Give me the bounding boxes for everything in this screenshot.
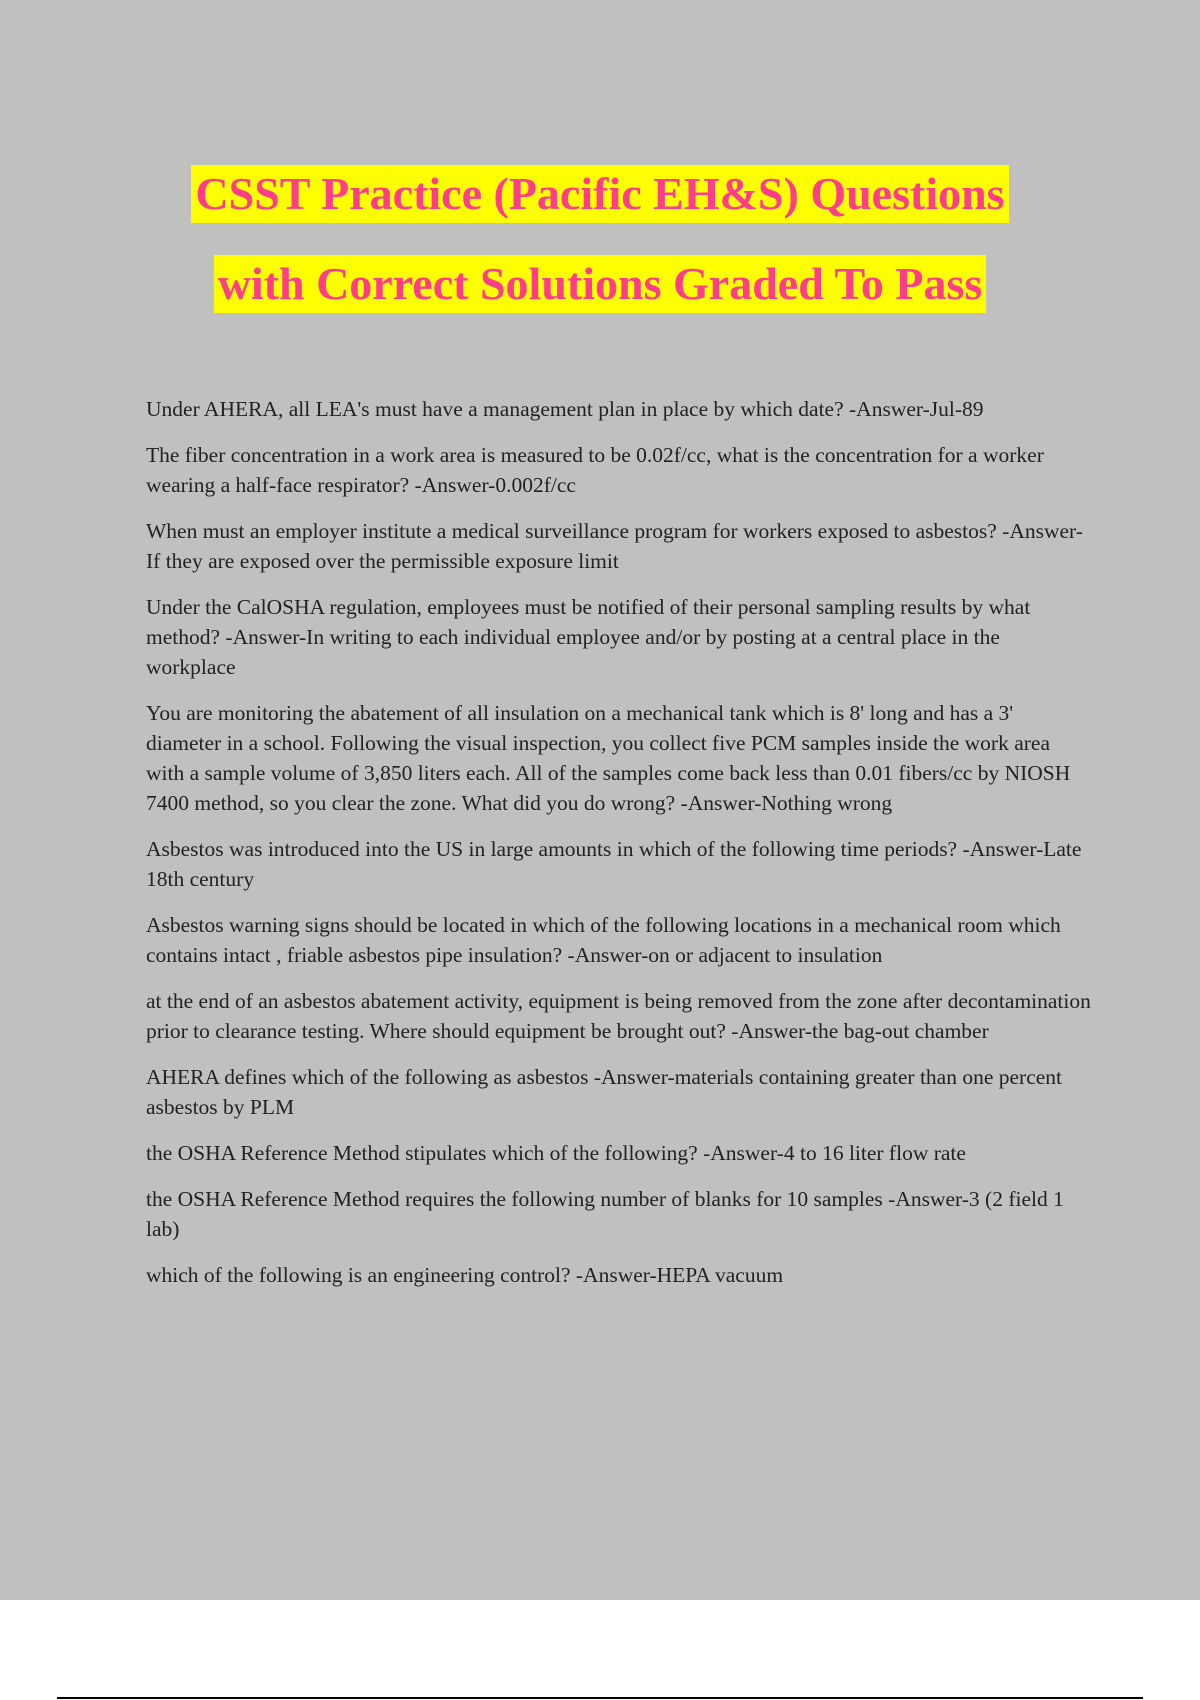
question-answer-list	[146, 394, 1091, 1306]
qa-item: Under the CalOSHA regulation, employees must be notified of their personal sampling results by what method? -Answer-In writing to each individual employee and/or by posting at a central place in the workplace	[146, 595, 1031, 679]
qa-item: AHERA defines which of the following as asbestos -Answer-materials containing greater than one percent asbestos by PLM	[146, 1065, 1063, 1119]
qa-item: Asbestos warning signs should be located in which of the following locations in a mechanical room which contains intact , friable asbestos pipe insulation? -Answer-on or adjacent to insulation	[146, 913, 1061, 967]
qa-item: Asbestos was introduced into the US in large amounts in which of the following time periods? -Answer-Late 18th century	[146, 837, 1082, 891]
qa-item: the OSHA Reference Method stipulates which of the following? -Answer-4 to 16 liter flow rate	[146, 1141, 966, 1165]
qa-item: at the end of an asbestos abatement activity, equipment is being removed from the zone after decontamination prior to clearance testing. Where should equipment be brought out? -Answer-the bag-out chamber	[146, 989, 1091, 1043]
title-line-1: CSST Practice (Pacific EH&S) Questions	[191, 165, 1008, 223]
document-title	[0, 165, 1200, 313]
qa-item: The fiber concentration in a work area is measured to be 0.02f/cc, what is the concentration for a worker wearing a half-face respirator? -Answer-0.002f/cc	[146, 443, 1044, 497]
qa-item: Under AHERA, all LEA's must have a management plan in place by which date? -Answer-Jul-89	[146, 397, 984, 421]
qa-item: You are monitoring the abatement of all insulation on a mechanical tank which is 8' long and has a 3' diameter in a school. Following the visual inspection, you collect five PCM samples inside the work area with a sample volume of 3,850 liters each. All of the samples come back less than 0.01 fibers/cc by NIOSH 7400 method, so you clear the zone. What did you do wrong? -Answer-Nothing wrong	[146, 701, 1071, 815]
qa-item: the OSHA Reference Method requires the following number of blanks for 10 samples -Answer-3 (2 field 1 lab)	[146, 1187, 1064, 1241]
footer-divider	[57, 1697, 1143, 1699]
qa-item: When must an employer institute a medical surveillance program for workers exposed to asbestos? -Answer-If they are exposed over the permissible exposure limit	[146, 519, 1083, 573]
qa-item: which of the following is an engineering control? -Answer-HEPA vacuum	[146, 1263, 784, 1287]
title-line-2: with Correct Solutions Graded To Pass	[214, 255, 987, 313]
